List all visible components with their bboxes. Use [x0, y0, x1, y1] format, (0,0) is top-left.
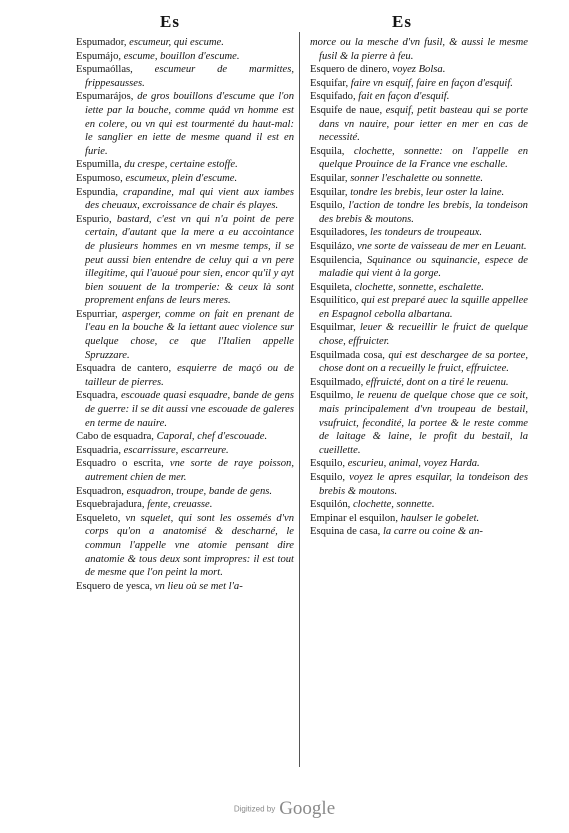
definition: escurieu, animal, voyez Harda. [347, 458, 480, 470]
definition: le reuenu de quelque chose que ce soit, mais principalement d'vn troupeau de bestail, vsufruict, fecondité, la portee & le reste comme de laitage & laine, le profit du bestail, la cueillette. [319, 390, 528, 456]
entry [310, 294, 528, 321]
headword: Esqueleto, [76, 512, 121, 524]
definition: fente, creuasse. [147, 499, 213, 511]
entry [76, 213, 294, 308]
definition: crapandine, mal qui vient aux iambes des cheuaux, excroissance de chair és playes. [85, 186, 294, 212]
entry [310, 498, 528, 512]
entry [310, 525, 528, 539]
entry [310, 63, 528, 77]
definition: la carre ou coine & an- [382, 526, 483, 538]
headword: Esquilázo, [310, 240, 355, 252]
right-running-header: Es [392, 12, 412, 31]
entry [310, 226, 528, 240]
headword: Esquilmado, [310, 376, 364, 388]
headword: Esquilmo, [310, 390, 354, 402]
headword: Esquilo, [310, 200, 346, 212]
entry [76, 63, 294, 90]
definition: haulser le gobelet. [400, 512, 480, 524]
right-column [310, 36, 528, 539]
entry [310, 349, 528, 376]
entry [76, 158, 294, 172]
left-column [76, 36, 294, 593]
headword: Esquilencia, [310, 254, 363, 266]
definition: qui est preparé auec la squille appellee en Espagnol cebolla albartana. [319, 295, 528, 320]
entry [76, 362, 294, 389]
definition: sonner l'eschalette ou sonnette. [350, 172, 484, 184]
definition: morce ou la mesche d'vn fusil, & aussi le mesme fusil & la pierre à feu. [310, 37, 528, 62]
definition: Caporal, chef d'escouade. [156, 431, 268, 443]
entry [310, 90, 528, 104]
headword: Esquero de yesca, [76, 580, 153, 592]
headword: Esquiladores, [310, 227, 368, 239]
headword: Esquilmada cosa, [310, 349, 385, 361]
entry [76, 389, 294, 430]
headword: Esquilón, [310, 499, 351, 511]
entry [310, 281, 528, 295]
entry [310, 254, 528, 281]
definition: du crespe, certaine estoffe. [124, 159, 238, 171]
entry [310, 471, 528, 498]
entry [310, 240, 528, 254]
headword: Cabo de esquadra, [76, 431, 154, 443]
definition: escumeur de marmittes, frippesausses. [85, 64, 294, 89]
headword: Esquilo, [310, 472, 346, 483]
headword: Espurio, [76, 213, 112, 225]
entry [76, 186, 294, 213]
entry [310, 389, 528, 457]
definition: asperger, comme on fait en prenant de l'eau en la bouche & la iettant auec violence sur quelque chose, ce que l'Italien appelle Spruzzare. [85, 308, 294, 361]
entry [76, 485, 294, 499]
definition: tondre les brebis, leur oster la laine. [350, 186, 505, 198]
definition: faire vn esquif, faire en façon d'esquif. [350, 77, 513, 89]
entry [76, 512, 294, 580]
entry [310, 145, 528, 172]
headword: Esquadron, [76, 485, 124, 497]
headword: Esquebrajadura, [76, 499, 145, 511]
headword: Espumilla, [76, 159, 122, 171]
headword: Esquifar, [310, 77, 349, 89]
column-divider [299, 32, 300, 767]
entry [310, 77, 528, 91]
definition: fait en façon d'esquif. [358, 91, 450, 103]
entry [310, 376, 528, 390]
definition: escumeur, qui escume. [129, 37, 224, 48]
headword: Espumoso, [76, 172, 123, 184]
definition: Squinance ou squinancie, espece de maladie qui vient à la gorge. [319, 254, 528, 280]
definition: esquif, petit basteau qui se porte dans vn nauire, pour ietter en mer en cas de necessité. [319, 104, 528, 144]
definition: vne sorte de vaisseau de mer en Leuant. [357, 240, 527, 252]
headword: Esquila, [310, 145, 345, 157]
definition: escouade quasi esquadre, bande de gens de guerre: il se dit aussi vne escouade de galeres en terme de nauire. [85, 390, 294, 429]
headword: Esquileta, [310, 281, 353, 293]
headword: Esquife de naue, [310, 104, 383, 116]
definition: bastard, c'est vn qui n'a point de pere certain, d'autant que la mere a eu accointance de plusieurs hommes en vn mesme temps, il se peut aussi bien entendre de celuy qui a vn pere illegitime, qui l'auoué pour sien, encor qu'il y ayt bien souuent de la tromperie: & ceux là sont proprement enfans de leurs meres. [85, 213, 294, 307]
entry [76, 457, 294, 484]
headword: Espumájo, [76, 50, 122, 62]
entry [76, 36, 294, 50]
definition: de gros bouillons d'escume que l'on iette par la bouche, comme quád vn homme est en colere, ou vn qui est tourmenté du haut-mal: le sanglier en iette de mesme quand il est en furie. [85, 91, 294, 157]
headword: Esquilmar, [310, 322, 356, 334]
entry [76, 50, 294, 64]
headword: Espumador, [76, 37, 127, 48]
watermark-logo: Google [279, 798, 336, 819]
entry [76, 430, 294, 444]
entry [76, 498, 294, 512]
entry [310, 512, 528, 526]
entry [76, 308, 294, 362]
headword: Esquilar, [310, 186, 348, 198]
headword: Esquifado, [310, 91, 356, 103]
headword: Esquadro o escrita, [76, 458, 164, 470]
left-running-header: Es [160, 12, 180, 31]
entry [310, 199, 528, 226]
headword: Esquadria, [76, 444, 122, 456]
headword: Esquilo, [310, 458, 346, 470]
definition: clochette, sonnette. [352, 499, 435, 511]
definition: escarrissure, escarreure. [123, 444, 229, 456]
headword: Esquero de dinero, [310, 64, 390, 76]
definition: clochette, sonnette, eschalette. [354, 281, 484, 293]
headword: Esquadra, [76, 390, 119, 402]
headword: Empinar el esquilon, [310, 512, 398, 524]
definition: escumeux, plein d'escume. [125, 172, 238, 184]
entry [310, 321, 528, 348]
entry [76, 172, 294, 186]
headword: Esquilítico, [310, 295, 359, 307]
definition: esquadron, troupe, bande de gens. [126, 485, 273, 497]
definition: effruicté, dont on a tiré le reuenu. [365, 376, 509, 388]
headword: Espumaóllas, [76, 64, 133, 76]
entry [76, 444, 294, 458]
definition: l'action de tondre les brebis, la tondeison des brebis & moutons. [319, 200, 528, 225]
headword: Espurriar, [76, 308, 118, 320]
entry [76, 90, 294, 158]
definition: vn lieu où se met l'a- [154, 580, 243, 592]
digitized-watermark [0, 798, 569, 820]
definition: les tondeurs de troupeaux. [370, 227, 483, 239]
watermark-prefix: Digitized by [233, 804, 276, 814]
entry [76, 580, 294, 594]
headword: Espundia, [76, 186, 119, 198]
headword: Espumarájos, [76, 91, 134, 103]
definition: vne sorte de raye poisson, autrement chien de mer. [85, 458, 294, 483]
definition: voyez Bolsa. [392, 64, 446, 76]
entry [310, 457, 528, 471]
definition: escume, bouillon d'escume. [123, 50, 240, 62]
entry [310, 172, 528, 186]
entry [310, 104, 528, 145]
definition: voyez le apres esquilar, la tondeison des brebis & moutons. [319, 472, 529, 497]
headword: Esquadra de cantero, [76, 363, 172, 375]
definition: esquierre de maçó ou de tailleur de pierres. [85, 363, 294, 388]
definition: qui est deschargee de sa portee, chose dont on a recueilly le fruict, effruictee. [319, 349, 528, 375]
headword: Esquilar, [310, 172, 348, 184]
definition: clochette, sonnette: on l'appelle en quelque Prouince de la France vne eschalle. [319, 145, 528, 171]
definition: leuer & recueillir le fruict de quelque chose, effruicter. [319, 322, 528, 348]
definition: vn squelet, qui sont les ossemés d'vn corps qu'on a anatomisé & descharné, le commun l'appelle vne atomie pensant dire anatomie & tous deux sont impropres: il est tout de mesme que l'on peint la mort. [85, 512, 294, 579]
entry [310, 186, 528, 200]
headword: Esquina de casa, [310, 526, 381, 538]
entry [310, 36, 528, 63]
